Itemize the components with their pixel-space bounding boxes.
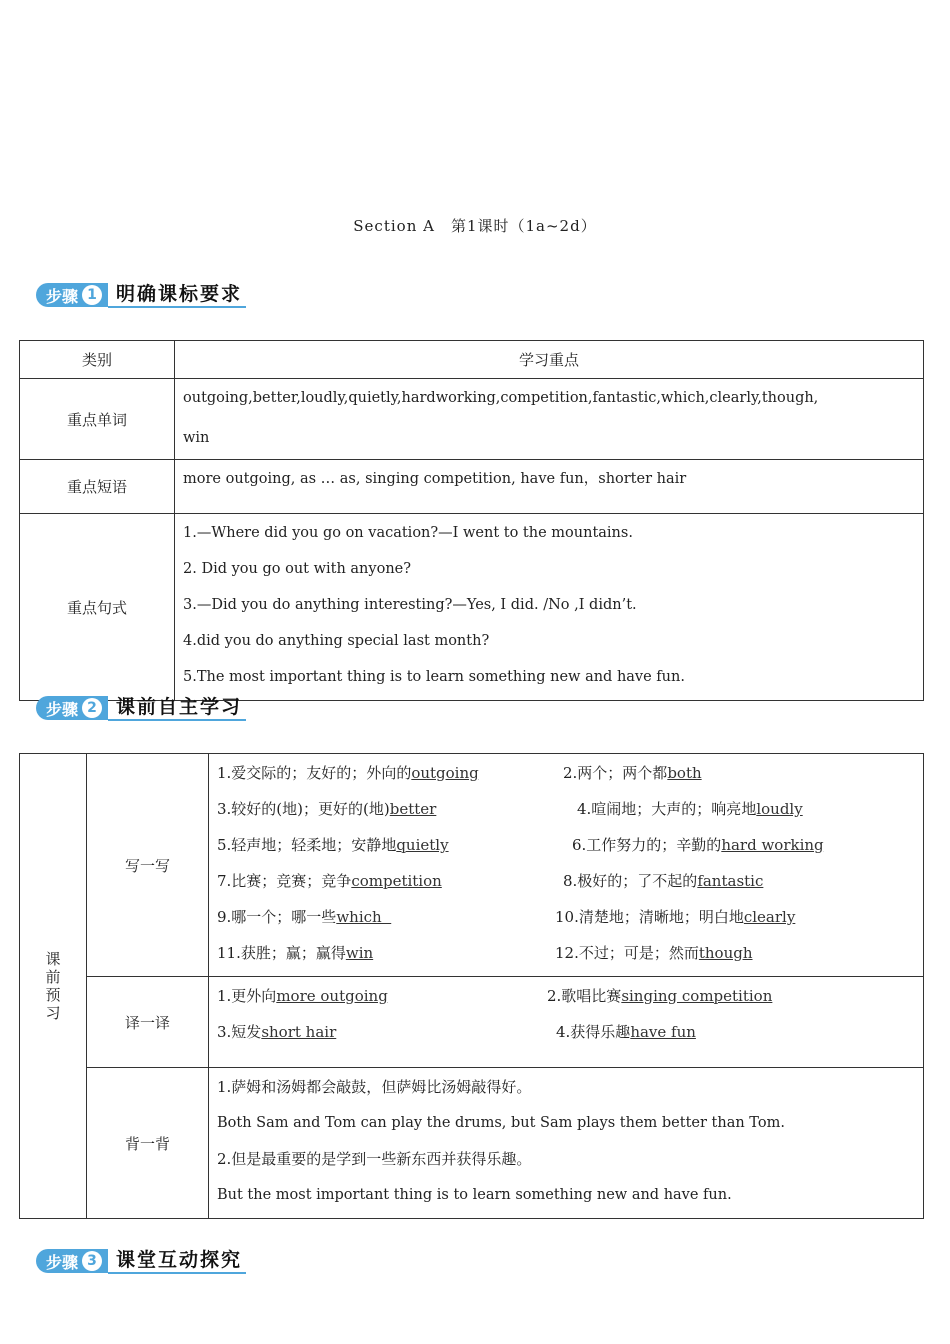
- key-words-cell: [175, 379, 924, 460]
- translate-label: 译一译: [87, 977, 209, 1068]
- write-row: [217, 760, 915, 796]
- translate-answer: more outgoing: [276, 987, 388, 1005]
- translate-cell: [209, 977, 924, 1068]
- write-item: 6.工作努力的；辛勤的hard working: [572, 836, 824, 854]
- write-row: [217, 940, 915, 976]
- step-label: 明确课标要求: [108, 282, 246, 308]
- write-answer: which: [336, 908, 392, 926]
- key-sentences-label: 重点句式: [20, 514, 175, 701]
- key-points-table: [19, 340, 924, 701]
- write-answer: fantastic: [697, 872, 764, 890]
- write-item: 4.喧闹地；大声的；响亮地loudly: [577, 800, 803, 818]
- write-row: [217, 868, 915, 904]
- write-item: 8.极好的；了不起的fantastic: [563, 872, 764, 890]
- sentence-item: 3.—Did you do anything interesting?—Yes, I did. /No ,I didn’t.: [183, 597, 637, 613]
- recite-line: 1.萨姆和汤姆都会敲鼓，但萨姆比汤姆敲得好。: [217, 1078, 532, 1096]
- write-item: 7.比赛；竞赛；竞争competition: [217, 872, 442, 890]
- sentence-item: 2. Did you go out with anyone?: [183, 561, 412, 577]
- step-tag: 步骤 3: [36, 1249, 108, 1273]
- header-category: 类别: [20, 341, 175, 379]
- write-item: 9.哪一个；哪一些which: [217, 908, 392, 926]
- step-tag: 步骤 2: [36, 696, 108, 720]
- step-tag: 步骤 1: [36, 283, 108, 307]
- translate-item: 2.歌唱比赛singing competition: [547, 987, 773, 1005]
- write-row: [217, 832, 915, 868]
- translate-item: 4.获得乐趣have fun: [556, 1023, 696, 1041]
- step-label: 课前自主学习: [108, 695, 246, 721]
- step-label: 课堂互动探究: [108, 1248, 246, 1274]
- step-number: 2: [82, 698, 102, 718]
- header-focus: 学习重点: [175, 341, 924, 379]
- write-answer: outgoing: [411, 764, 479, 782]
- write-row: [217, 796, 915, 832]
- write-answer: better: [389, 800, 437, 818]
- write-answer: quietly: [396, 836, 449, 854]
- recite-line: But the most important thing is to learn something new and have fun.: [217, 1187, 732, 1203]
- translate-answer: singing competition: [621, 987, 773, 1005]
- write-row: [217, 904, 915, 940]
- sentence-item: 1.—Where did you go on vacation?—I went to the mountains.: [183, 525, 633, 541]
- write-label: 写一写: [87, 754, 209, 977]
- translate-row: [217, 1019, 915, 1055]
- write-item: 2.两个；两个都both: [563, 764, 702, 782]
- step-number: 3: [82, 1251, 102, 1271]
- key-phrases-label: 重点短语: [20, 460, 175, 514]
- write-item: 11.获胜；赢；赢得win: [217, 944, 374, 962]
- write-item: 1.爱交际的；友好的；外向的outgoing: [217, 764, 479, 782]
- write-item: 10.清楚地；清晰地；明白地clearly: [555, 908, 796, 926]
- write-item: 12.不过；可是；然而though: [555, 944, 753, 962]
- write-answer: competition: [351, 872, 442, 890]
- step-1-header: [36, 282, 246, 308]
- write-answer: hard working: [721, 836, 824, 854]
- preview-side-label: [20, 754, 87, 1219]
- key-words-line: win: [183, 430, 210, 446]
- page-title: Section A 第1课时（1a~2d）: [353, 217, 597, 235]
- recite-line: Both Sam and Tom can play the drums, but Sam plays them better than Tom.: [217, 1115, 785, 1131]
- write-answer: though: [698, 944, 753, 962]
- recite-label: 背一背: [87, 1068, 209, 1219]
- step-2-header: [36, 695, 246, 721]
- translate-answer: short hair: [261, 1023, 337, 1041]
- step-3-header: [36, 1248, 246, 1274]
- preview-table: [19, 753, 924, 1219]
- key-words-label: 重点单词: [20, 379, 175, 460]
- translate-row: [217, 983, 915, 1019]
- translate-answer: have fun: [630, 1023, 696, 1041]
- sentence-item: 5.The most important thing is to learn something new and have fun.: [183, 669, 685, 685]
- write-answer: loudly: [756, 800, 803, 818]
- write-answer: both: [667, 764, 702, 782]
- key-sentences-cell: [175, 514, 924, 701]
- write-cell: [209, 754, 924, 977]
- write-answer: clearly: [743, 908, 796, 926]
- sentence-item: 4.did you do anything special last month?: [183, 633, 490, 649]
- write-item: 5.轻声地；轻柔地；安静地quietly: [217, 836, 449, 854]
- step-number: 1: [82, 285, 102, 305]
- write-answer: win: [345, 944, 374, 962]
- key-phrases-text: more outgoing, as … as, singing competition, have fun，shorter hair: [183, 471, 687, 487]
- recite-line: 2.但是最重要的是学到一些新东西并获得乐趣。: [217, 1150, 532, 1168]
- translate-item: 1.更外向more outgoing: [217, 987, 388, 1005]
- recite-cell: [209, 1068, 924, 1219]
- key-phrases-cell: [175, 460, 924, 514]
- translate-item: 3.短发short hair: [217, 1023, 337, 1041]
- key-words-line: outgoing,better,loudly,quietly,hardworking,competition,fantastic,which,clearly,though,: [183, 390, 819, 406]
- write-item: 3.较好的(地)；更好的(地)better: [217, 800, 437, 818]
- preview-side-text: 课前预习: [45, 950, 61, 1022]
